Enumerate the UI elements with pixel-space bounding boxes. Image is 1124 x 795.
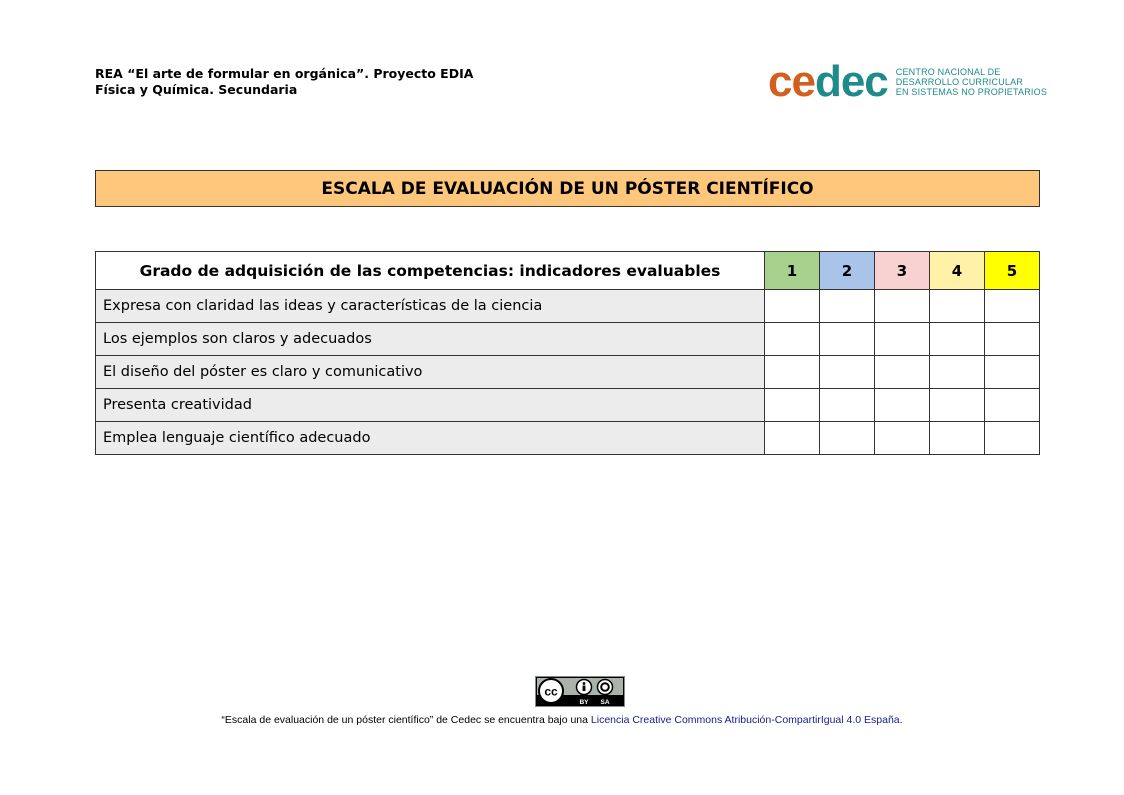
level-header-1: 1 [765, 252, 820, 290]
table-row [96, 290, 1040, 323]
score-cell[interactable] [930, 323, 985, 356]
page-title-text: ESCALA DE EVALUACIÓN DE UN PÓSTER CIENTÍFICO [321, 178, 814, 199]
score-cell[interactable] [985, 356, 1040, 389]
table-row [96, 389, 1040, 422]
score-cell[interactable] [765, 323, 820, 356]
level-header-5: 5 [985, 252, 1040, 290]
header-subject-line: Física y Química. Secundaria [95, 82, 298, 97]
logo-sub-line1: CENTRO NACIONAL DE [895, 67, 1001, 77]
logo-sub-line3: EN SISTEMAS NO PROPIETARIOS [895, 87, 1048, 97]
score-cell[interactable] [820, 323, 875, 356]
indicator-label: Los ejemplos son claros y adecuados [96, 323, 765, 356]
indicator-label: Emplea lenguaje científico adecuado [96, 422, 765, 455]
logo-sub-line2: DESARROLLO CURRICULAR [895, 77, 1024, 87]
evaluation-table [95, 251, 1040, 455]
share-alike-icon [598, 680, 613, 695]
score-cell[interactable] [820, 290, 875, 323]
level-header-3: 3 [875, 252, 930, 290]
table-row [96, 356, 1040, 389]
score-cell[interactable] [930, 389, 985, 422]
cc-by-sa-icon [536, 677, 624, 706]
score-cell[interactable] [985, 422, 1040, 455]
level-header-2: 2 [820, 252, 875, 290]
score-cell[interactable] [820, 422, 875, 455]
indicator-label: Expresa con claridad las ideas y características de la ciencia [96, 290, 765, 323]
cedec-logo-word [768, 57, 888, 106]
score-cell[interactable] [930, 290, 985, 323]
score-cell[interactable] [985, 389, 1040, 422]
by-label: BY [579, 699, 589, 706]
cc-license-badge[interactable] [535, 676, 625, 707]
level-header-4: 4 [930, 252, 985, 290]
table-header-row [96, 252, 1040, 290]
score-cell[interactable] [765, 356, 820, 389]
score-cell[interactable] [820, 356, 875, 389]
score-cell[interactable] [765, 422, 820, 455]
cedec-logo-subtitle [896, 67, 1047, 97]
score-cell[interactable] [765, 389, 820, 422]
logo-word-part2: dec [814, 57, 888, 106]
cc-mark: cc [544, 684, 558, 699]
license-link[interactable]: Licencia Creative Commons Atribución-CompartirIgual 4.0 España. [590, 714, 903, 726]
score-cell[interactable] [875, 323, 930, 356]
table-row [96, 422, 1040, 455]
page-title [95, 170, 1040, 207]
score-cell[interactable] [985, 323, 1040, 356]
cedec-logo [768, 57, 1048, 106]
indicator-label: Presenta creatividad [96, 389, 765, 422]
score-cell[interactable] [875, 356, 930, 389]
document-header [95, 66, 473, 98]
sa-label: SA [600, 699, 610, 706]
score-cell[interactable] [930, 356, 985, 389]
indicator-label: El diseño del póster es claro y comunicativo [96, 356, 765, 389]
score-cell[interactable] [875, 422, 930, 455]
indicators-header: Grado de adquisición de las competencias: indicadores evaluables [96, 252, 765, 290]
score-cell[interactable] [765, 290, 820, 323]
score-cell[interactable] [820, 389, 875, 422]
score-cell[interactable] [985, 290, 1040, 323]
license-footer [0, 714, 1124, 726]
score-cell[interactable] [875, 389, 930, 422]
header-project-line: REA “El arte de formular en orgánica”. Proyecto EDIA [95, 66, 474, 81]
license-text: “Escala de evaluación de un póster científico” de Cedec se encuentra bajo una [221, 714, 591, 726]
score-cell[interactable] [930, 422, 985, 455]
score-cell[interactable] [875, 290, 930, 323]
table-row [96, 323, 1040, 356]
logo-word-part1: ce [768, 57, 815, 106]
